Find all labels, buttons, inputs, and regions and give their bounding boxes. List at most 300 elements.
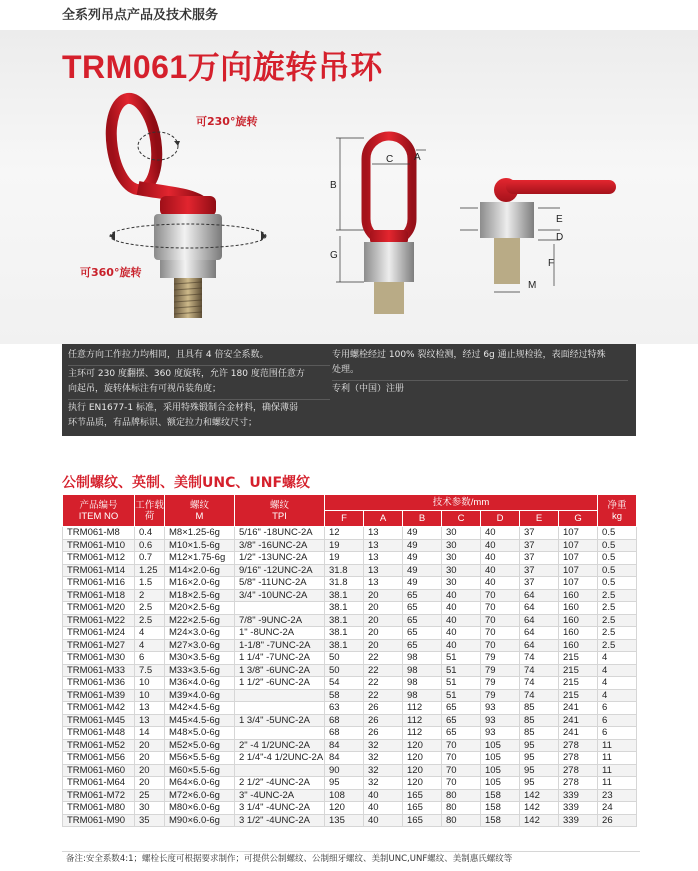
cell-dim-g: 278: [559, 777, 598, 790]
cell-dim-a: 20: [364, 589, 403, 602]
header-dim-g: G: [559, 511, 598, 527]
cell-item-no: TRM061-M27: [63, 639, 135, 652]
header-dim-f: F: [325, 511, 364, 527]
rotation-230-label: 可230°旋转: [196, 115, 258, 128]
table-row: [63, 602, 637, 615]
header-thread-tpi: [235, 495, 325, 527]
cell-thread-tpi: 1-1/8" -7UNC-2A: [235, 639, 325, 652]
cell-dim-f: 19: [325, 539, 364, 552]
header-dim-b: B: [403, 511, 442, 527]
cell-dim-c: 70: [442, 752, 481, 765]
dim-letter-g: G: [330, 250, 338, 261]
cell-thread-tpi: 3" -4UNC-2A: [235, 789, 325, 802]
cell-weight: 4: [598, 689, 637, 702]
cell-dim-f: 90: [325, 764, 364, 777]
cell-dim-a: 32: [364, 739, 403, 752]
cell-weight: 23: [598, 789, 637, 802]
feature-panel: [62, 344, 636, 436]
cell-item-no: TRM061-M20: [63, 602, 135, 615]
cell-thread-tpi: 3/4" -10UNC-2A: [235, 589, 325, 602]
table-row: [63, 727, 637, 740]
cell-dim-b: 112: [403, 702, 442, 715]
header-weight-unit: kg: [612, 510, 623, 522]
cell-dim-c: 30: [442, 564, 481, 577]
cell-dim-c: 65: [442, 727, 481, 740]
feature-text: 主环可 230 度翻摆、360 度旋转，允许 180 度范围任意方: [68, 369, 305, 379]
cell-thread-m: M24×3.0-6g: [165, 627, 235, 640]
cell-thread-m: M8×1.25-6g: [165, 527, 235, 540]
cell-weight: 11: [598, 777, 637, 790]
table-row: [63, 527, 637, 540]
cell-dim-g: 215: [559, 689, 598, 702]
cell-dim-e: 74: [520, 689, 559, 702]
cell-dim-a: 13: [364, 527, 403, 540]
feature-text: 环节品质，有品牌标识、额定拉力和螺纹尺寸；: [68, 418, 258, 428]
cell-thread-tpi: 9/16" -12UNC-2A: [235, 564, 325, 577]
cell-thread-m: M16×2.0-6g: [165, 577, 235, 590]
cell-dim-b: 120: [403, 764, 442, 777]
cell-thread-m: M56×5.5-6g: [165, 752, 235, 765]
table-row: [63, 677, 637, 690]
cell-dim-g: 160: [559, 614, 598, 627]
cell-dim-f: 19: [325, 552, 364, 565]
cell-thread-m: M80×6.0-6g: [165, 802, 235, 815]
cell-dim-e: 74: [520, 652, 559, 665]
cell-dim-c: 40: [442, 639, 481, 652]
cell-dim-c: 40: [442, 602, 481, 615]
table-row: [63, 564, 637, 577]
cell-item-no: TRM061-M36: [63, 677, 135, 690]
cell-dim-g: 107: [559, 552, 598, 565]
cell-weight: 0.5: [598, 527, 637, 540]
table-row: [63, 539, 637, 552]
cell-thread-m: M18×2.5-6g: [165, 589, 235, 602]
cell-weight: 11: [598, 739, 637, 752]
header-weight-label: 净重: [607, 499, 627, 511]
header-tpi-unit: TPI: [272, 510, 287, 522]
cell-wll: 13: [135, 714, 165, 727]
cell-dim-f: 108: [325, 789, 364, 802]
table-row: [63, 689, 637, 702]
cell-weight: 2.5: [598, 589, 637, 602]
cell-wll: 14: [135, 727, 165, 740]
cell-thread-m: M36×4.0-6g: [165, 677, 235, 690]
product-title: TRM061万向旋转吊环: [62, 49, 383, 85]
table-row: [63, 589, 637, 602]
table-row: [63, 789, 637, 802]
cell-weight: 0.5: [598, 577, 637, 590]
cell-dim-f: 38.1: [325, 614, 364, 627]
rotation-360-label: 可360°旋转: [80, 266, 142, 279]
table-row: [63, 739, 637, 752]
header-item-en: ITEM NO: [78, 510, 119, 522]
cell-weight: 2.5: [598, 639, 637, 652]
cell-dim-e: 95: [520, 739, 559, 752]
page-category: 全系列吊点产品及技术服务: [62, 8, 219, 23]
cell-wll: 4: [135, 639, 165, 652]
cell-dim-f: 63: [325, 702, 364, 715]
cell-dim-g: 241: [559, 714, 598, 727]
cell-weight: 26: [598, 814, 637, 827]
header-dim-e: E: [520, 511, 559, 527]
cell-dim-f: 38.1: [325, 589, 364, 602]
header-weight: [598, 495, 637, 527]
cell-wll: 25: [135, 789, 165, 802]
cell-weight: 6: [598, 714, 637, 727]
cell-dim-b: 165: [403, 814, 442, 827]
cell-dim-d: 158: [481, 814, 520, 827]
cell-dim-c: 51: [442, 652, 481, 665]
cell-item-no: TRM061-M22: [63, 614, 135, 627]
cell-dim-e: 64: [520, 639, 559, 652]
cell-thread-m: M42×4.5-6g: [165, 702, 235, 715]
spec-table: [62, 494, 637, 827]
cell-dim-c: 70: [442, 764, 481, 777]
cell-weight: 0.5: [598, 564, 637, 577]
cell-wll: 1.25: [135, 564, 165, 577]
cell-dim-c: 30: [442, 577, 481, 590]
cell-dim-a: 20: [364, 602, 403, 615]
cell-dim-b: 49: [403, 539, 442, 552]
table-row: [63, 702, 637, 715]
table-row: [63, 752, 637, 765]
cell-dim-c: 80: [442, 802, 481, 815]
cell-dim-f: 68: [325, 727, 364, 740]
cell-item-no: TRM061-M12: [63, 552, 135, 565]
cell-thread-tpi: 3/8" -16UNC-2A: [235, 539, 325, 552]
cell-weight: 0.5: [598, 552, 637, 565]
cell-weight: 0.5: [598, 539, 637, 552]
header-thread-unit: M: [195, 510, 204, 522]
cell-wll: 4: [135, 627, 165, 640]
cell-dim-d: 158: [481, 789, 520, 802]
table-row: [63, 652, 637, 665]
header-dim-a: A: [364, 511, 403, 527]
cell-dim-g: 339: [559, 802, 598, 815]
cell-dim-f: 31.8: [325, 577, 364, 590]
cell-dim-g: 160: [559, 639, 598, 652]
cell-thread-tpi: [235, 689, 325, 702]
cell-dim-g: 241: [559, 702, 598, 715]
table-row: [63, 764, 637, 777]
cell-wll: 20: [135, 777, 165, 790]
cell-dim-g: 339: [559, 814, 598, 827]
cell-dim-e: 74: [520, 677, 559, 690]
cell-dim-a: 40: [364, 802, 403, 815]
table-row: [63, 814, 637, 827]
cell-weight: 11: [598, 752, 637, 765]
cell-thread-tpi: [235, 702, 325, 715]
cell-weight: 2.5: [598, 602, 637, 615]
cell-dim-a: 26: [364, 702, 403, 715]
cell-dim-c: 40: [442, 627, 481, 640]
cell-dim-e: 142: [520, 789, 559, 802]
cell-dim-d: 70: [481, 614, 520, 627]
cell-dim-d: 40: [481, 527, 520, 540]
cell-dim-c: 40: [442, 589, 481, 602]
cell-dim-g: 278: [559, 752, 598, 765]
cell-dim-a: 20: [364, 614, 403, 627]
cell-dim-g: 278: [559, 739, 598, 752]
cell-dim-a: 32: [364, 764, 403, 777]
cell-wll: 0.7: [135, 552, 165, 565]
cell-dim-f: 95: [325, 777, 364, 790]
dim-letter-a: A: [414, 152, 421, 163]
cell-weight: 6: [598, 727, 637, 740]
cell-dim-a: 20: [364, 627, 403, 640]
cell-dim-b: 112: [403, 727, 442, 740]
cell-weight: 11: [598, 764, 637, 777]
cell-dim-e: 37: [520, 564, 559, 577]
cell-dim-d: 40: [481, 552, 520, 565]
dim-letter-d: D: [556, 232, 564, 243]
cell-thread-m: M33×3.5-6g: [165, 664, 235, 677]
feature-text: 专用螺栓经过 100% 裂纹检测，经过 6g 通止规检验，表面经过特殊: [332, 350, 606, 360]
cell-dim-g: 107: [559, 539, 598, 552]
cell-item-no: TRM061-M80: [63, 802, 135, 815]
cell-item-no: TRM061-M56: [63, 752, 135, 765]
cell-dim-f: 50: [325, 664, 364, 677]
table-footnote: 备注:安全系数4:1；螺栓长度可根据要求制作；可提供公制螺纹、公制细牙螺纹、美制UNC,UNF螺纹、美制惠氏螺纹等: [62, 851, 640, 866]
cell-dim-c: 40: [442, 614, 481, 627]
table-row: [63, 627, 637, 640]
cell-item-no: TRM061-M30: [63, 652, 135, 665]
cell-dim-b: 98: [403, 664, 442, 677]
cell-item-no: TRM061-M24: [63, 627, 135, 640]
cell-dim-a: 32: [364, 777, 403, 790]
cell-dim-b: 98: [403, 689, 442, 702]
cell-dim-c: 51: [442, 689, 481, 702]
feature-text: 任意方向工作拉力均相同，且具有 4 倍安全系数。: [68, 350, 269, 360]
cell-dim-f: 135: [325, 814, 364, 827]
cell-thread-tpi: 1 3/8" -6UNC-2A: [235, 664, 325, 677]
cell-dim-a: 40: [364, 814, 403, 827]
cell-dim-c: 70: [442, 777, 481, 790]
cell-thread-m: M20×2.5-6g: [165, 602, 235, 615]
cell-dim-c: 80: [442, 814, 481, 827]
table-row: [63, 577, 637, 590]
cell-thread-tpi: 1 1/2" -6UNC-2A: [235, 677, 325, 690]
cell-dim-c: 80: [442, 789, 481, 802]
cell-thread-m: M60×5.5-6g: [165, 764, 235, 777]
cell-wll: 20: [135, 739, 165, 752]
cell-dim-c: 65: [442, 702, 481, 715]
cell-dim-e: 85: [520, 714, 559, 727]
section-title: 公制螺纹、英制、美制UNC、UNF螺纹: [62, 475, 311, 491]
table-row: [63, 664, 637, 677]
feature-text: 处理。: [332, 365, 360, 375]
cell-dim-b: 65: [403, 602, 442, 615]
cell-dim-e: 37: [520, 552, 559, 565]
feature-text: 执行 EN1677-1 标准，采用特殊锻制合金材料，确保薄弱: [68, 403, 299, 413]
cell-dim-f: 120: [325, 802, 364, 815]
cell-dim-a: 32: [364, 752, 403, 765]
cell-dim-f: 84: [325, 739, 364, 752]
cell-item-no: TRM061-M14: [63, 564, 135, 577]
cell-item-no: TRM061-M90: [63, 814, 135, 827]
cell-dim-b: 65: [403, 627, 442, 640]
cell-wll: 2: [135, 589, 165, 602]
cell-wll: 1.5: [135, 577, 165, 590]
cell-thread-tpi: 1 1/4" -7UNC-2A: [235, 652, 325, 665]
cell-dim-g: 107: [559, 577, 598, 590]
cell-dim-g: 107: [559, 527, 598, 540]
cell-dim-c: 30: [442, 539, 481, 552]
cell-dim-f: 68: [325, 714, 364, 727]
cell-wll: 20: [135, 764, 165, 777]
cell-item-no: TRM061-M16: [63, 577, 135, 590]
cell-dim-f: 84: [325, 752, 364, 765]
cell-dim-c: 51: [442, 677, 481, 690]
cell-thread-m: M14×2.0-6g: [165, 564, 235, 577]
cell-dim-d: 93: [481, 714, 520, 727]
cell-weight: 2.5: [598, 627, 637, 640]
cell-dim-d: 105: [481, 777, 520, 790]
cell-dim-g: 160: [559, 627, 598, 640]
cell-dim-a: 22: [364, 689, 403, 702]
cell-dim-g: 215: [559, 664, 598, 677]
cell-dim-d: 79: [481, 677, 520, 690]
table-row: [63, 639, 637, 652]
red-lifting-ring: [106, 95, 162, 192]
cell-thread-m: M48×5.0-6g: [165, 727, 235, 740]
header-item-cn: 产品编号: [79, 499, 118, 511]
cell-wll: 10: [135, 677, 165, 690]
cell-thread-tpi: [235, 727, 325, 740]
cell-dim-f: 38.1: [325, 602, 364, 615]
cell-dim-b: 112: [403, 714, 442, 727]
cell-dim-a: 13: [364, 577, 403, 590]
cell-dim-e: 74: [520, 664, 559, 677]
cell-item-no: TRM061-M42: [63, 702, 135, 715]
table-row: [63, 777, 637, 790]
cell-thread-m: M30×3.5-6g: [165, 652, 235, 665]
cell-thread-m: M90×6.0-6g: [165, 814, 235, 827]
cell-item-no: TRM061-M45: [63, 714, 135, 727]
cell-dim-f: 31.8: [325, 564, 364, 577]
cell-dim-e: 95: [520, 777, 559, 790]
dim-letter-m: M: [528, 280, 537, 291]
cell-thread-m: M22×2.5-6g: [165, 614, 235, 627]
cell-dim-d: 40: [481, 577, 520, 590]
cell-thread-tpi: [235, 764, 325, 777]
cell-item-no: TRM061-M48: [63, 727, 135, 740]
dim-letter-c: C: [386, 154, 394, 165]
cell-thread-tpi: 1 3/4" -5UNC-2A: [235, 714, 325, 727]
cell-item-no: TRM061-M18: [63, 589, 135, 602]
dimension-drawing-side: [450, 168, 620, 298]
cell-thread-m: M45×4.5-6g: [165, 714, 235, 727]
cell-dim-b: 49: [403, 552, 442, 565]
cell-dim-a: 13: [364, 552, 403, 565]
cell-wll: 13: [135, 702, 165, 715]
feature-column-left: [68, 348, 330, 431]
cell-wll: 35: [135, 814, 165, 827]
cell-dim-e: 64: [520, 602, 559, 615]
cell-dim-c: 30: [442, 527, 481, 540]
cell-dim-g: 160: [559, 589, 598, 602]
cell-dim-d: 40: [481, 564, 520, 577]
cell-thread-m: M10×1.5-6g: [165, 539, 235, 552]
cell-dim-a: 40: [364, 789, 403, 802]
cell-dim-d: 93: [481, 727, 520, 740]
cell-thread-m: M12×1.75-6g: [165, 552, 235, 565]
cell-dim-d: 70: [481, 627, 520, 640]
cell-dim-d: 105: [481, 752, 520, 765]
cell-dim-f: 38.1: [325, 639, 364, 652]
cell-weight: 2.5: [598, 614, 637, 627]
cell-dim-b: 120: [403, 739, 442, 752]
cell-dim-e: 64: [520, 589, 559, 602]
dim-letter-e: E: [556, 214, 563, 225]
cell-thread-tpi: 2 1/4"-4 1/2UNC-2A: [235, 752, 325, 765]
cell-dim-b: 165: [403, 789, 442, 802]
cell-dim-f: 58: [325, 689, 364, 702]
cell-dim-e: 37: [520, 527, 559, 540]
header-item: [63, 495, 135, 527]
cell-dim-a: 26: [364, 727, 403, 740]
cell-dim-d: 105: [481, 739, 520, 752]
cell-dim-e: 95: [520, 752, 559, 765]
cell-item-no: TRM061-M8: [63, 527, 135, 540]
cell-dim-d: 79: [481, 652, 520, 665]
cell-wll: 2.5: [135, 614, 165, 627]
cell-dim-d: 70: [481, 602, 520, 615]
cell-dim-e: 64: [520, 627, 559, 640]
cell-dim-b: 49: [403, 564, 442, 577]
cell-dim-e: 142: [520, 814, 559, 827]
header-dim-d: D: [481, 511, 520, 527]
cell-thread-tpi: 3 1/4" -4UNC-2A: [235, 802, 325, 815]
cell-dim-c: 70: [442, 739, 481, 752]
feature-column-right: [332, 348, 628, 397]
cell-dim-f: 38.1: [325, 627, 364, 640]
dimension-drawing-front: [318, 130, 438, 325]
cell-dim-a: 26: [364, 714, 403, 727]
cell-thread-tpi: [235, 602, 325, 615]
cell-thread-tpi: 1/2" -13UNC-2A: [235, 552, 325, 565]
cell-dim-f: 50: [325, 652, 364, 665]
cell-weight: 24: [598, 802, 637, 815]
cell-wll: 30: [135, 802, 165, 815]
cell-thread-tpi: 7/8" -9UNC-2A: [235, 614, 325, 627]
header-dim-c: C: [442, 511, 481, 527]
cell-item-no: TRM061-M60: [63, 764, 135, 777]
cell-dim-d: 70: [481, 639, 520, 652]
feature-text: 专利（中国）注册: [332, 384, 405, 394]
cell-dim-g: 278: [559, 764, 598, 777]
cell-thread-tpi: 1" -8UNC-2A: [235, 627, 325, 640]
cell-thread-tpi: 2 1/2" -4UNC-2A: [235, 777, 325, 790]
table-row: [63, 714, 637, 727]
cell-dim-b: 120: [403, 752, 442, 765]
cell-wll: 10: [135, 689, 165, 702]
cell-dim-d: 79: [481, 664, 520, 677]
cell-dim-c: 51: [442, 664, 481, 677]
cell-dim-d: 70: [481, 589, 520, 602]
cell-wll: 0.4: [135, 527, 165, 540]
cell-dim-b: 120: [403, 777, 442, 790]
cell-dim-g: 339: [559, 789, 598, 802]
cell-thread-m: M64×6.0-6g: [165, 777, 235, 790]
table-row: [63, 802, 637, 815]
cell-dim-g: 107: [559, 564, 598, 577]
cell-wll: 2.5: [135, 602, 165, 615]
cell-weight: 6: [598, 702, 637, 715]
cell-dim-e: 95: [520, 764, 559, 777]
dim-letter-f: F: [548, 258, 555, 269]
table-row: [63, 614, 637, 627]
